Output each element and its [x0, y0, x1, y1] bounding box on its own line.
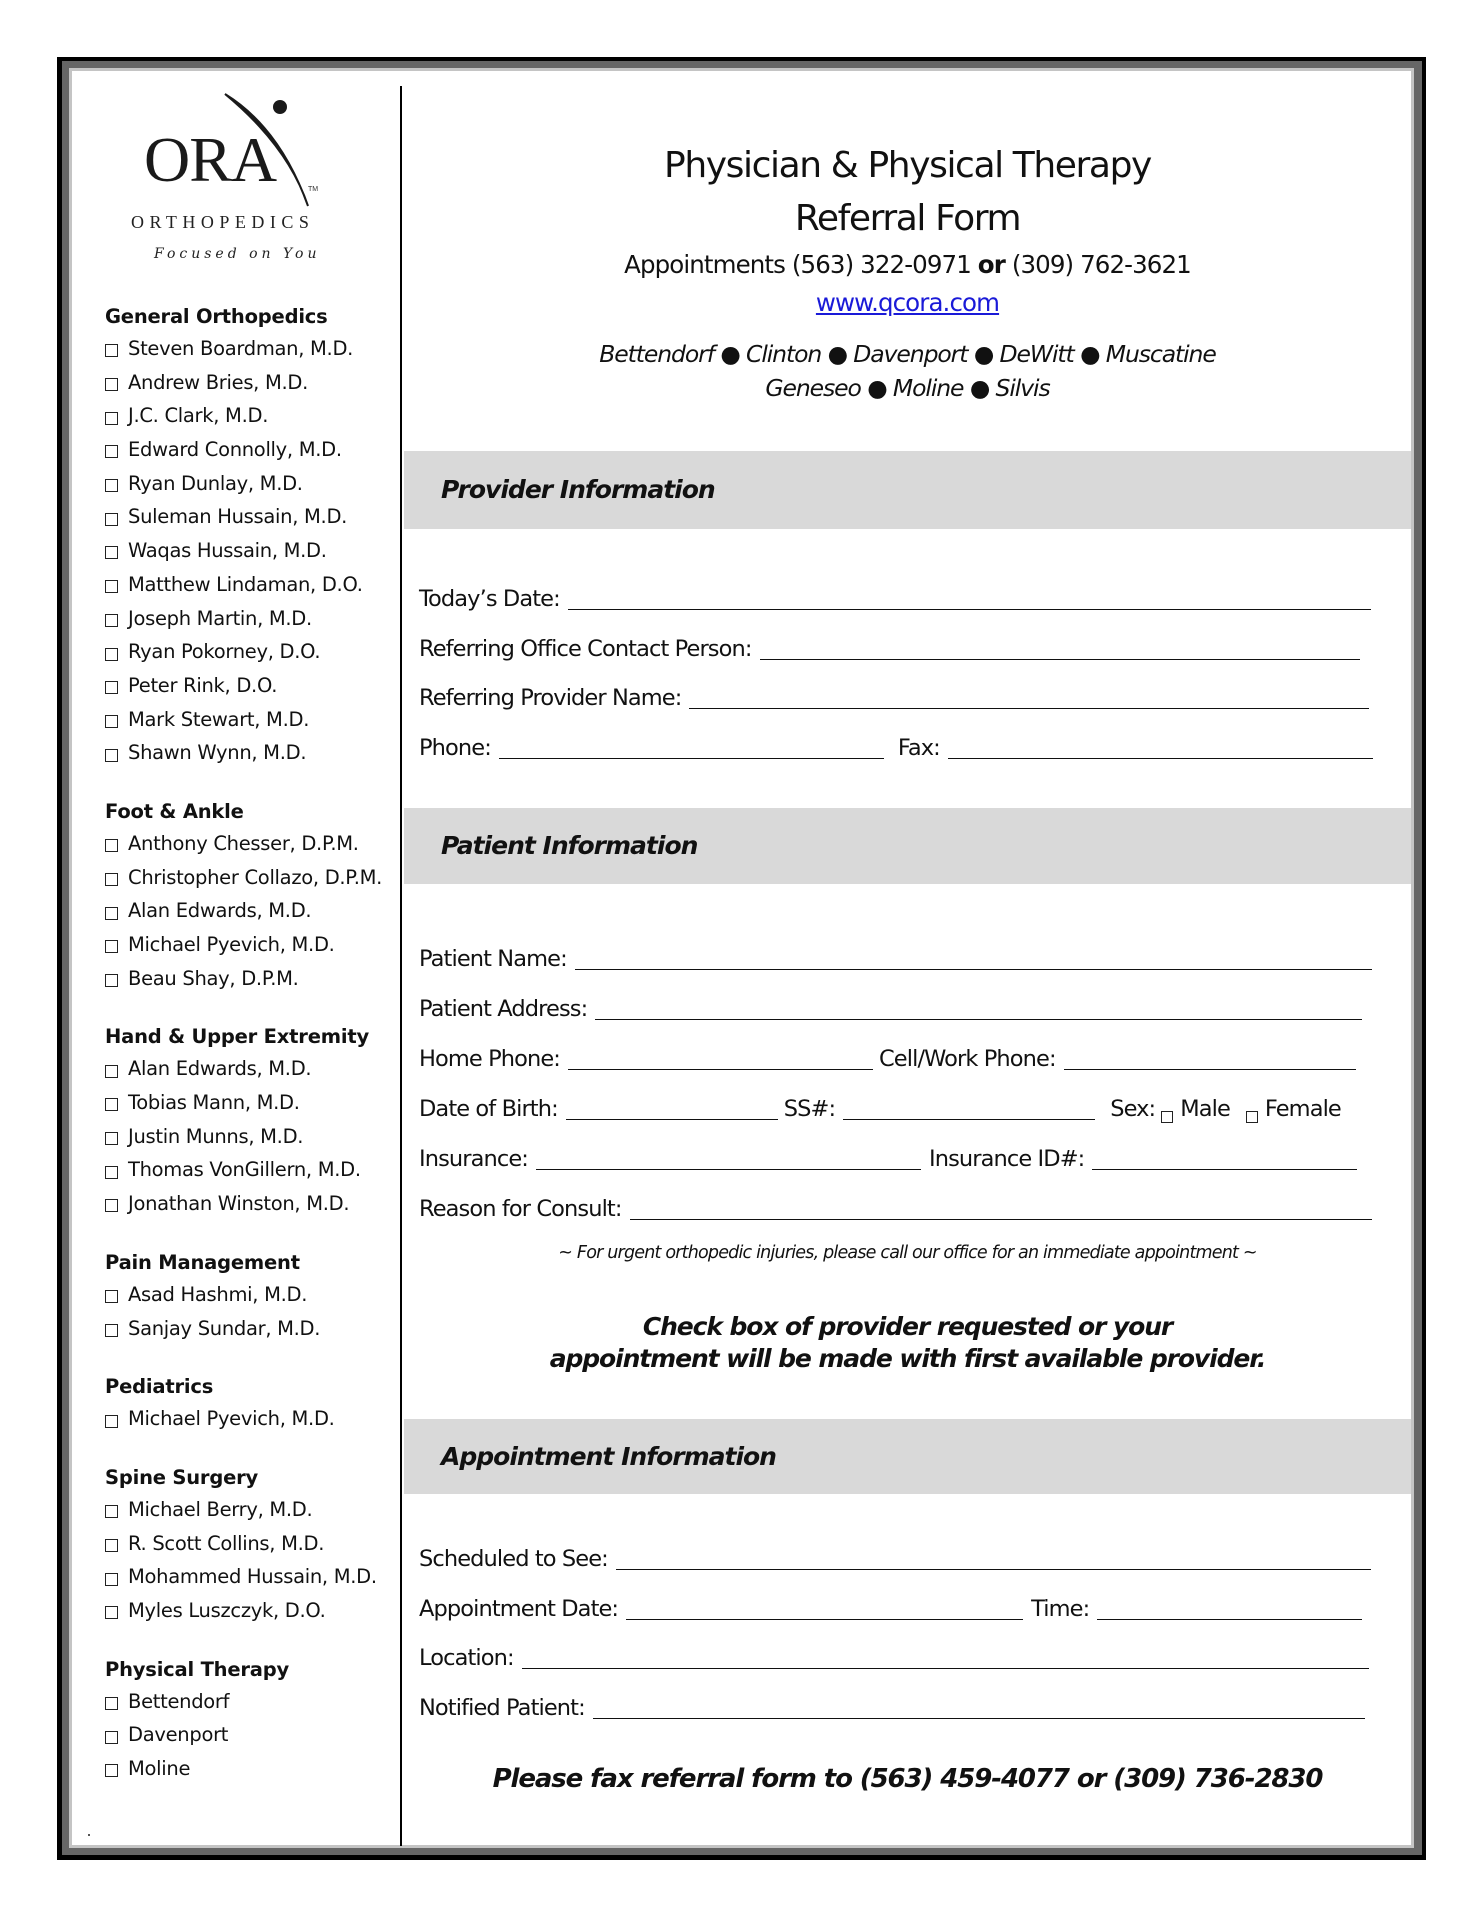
home-phone-field[interactable]: [568, 1043, 873, 1070]
provider-option[interactable]: [105, 602, 395, 636]
appointments-phone-1: (563) 322-0971: [791, 250, 971, 279]
provider-phone-fax-row: [419, 728, 1373, 762]
dob-label: Date of Birth:: [419, 1096, 558, 1122]
provider-name: J.C. Clark, M.D.: [128, 404, 269, 428]
patient-name-label: Patient Name:: [419, 946, 567, 972]
provider-checkbox[interactable]: [105, 1166, 118, 1179]
appointment-date-row: [419, 1589, 1362, 1623]
provider-name: Alan Edwards, M.D.: [128, 1057, 312, 1081]
provider-name: Tobias Mann, M.D.: [128, 1091, 300, 1115]
provider-option[interactable]: [105, 332, 395, 366]
insurance-id-field[interactable]: [1092, 1143, 1357, 1170]
provider-name: R. Scott Collins, M.D.: [128, 1531, 325, 1555]
cities-line-1: Bettendorf ● Clinton ● Davenport ● DeWitt ● Muscatine: [599, 340, 1216, 368]
insurance-field[interactable]: [536, 1143, 921, 1170]
instruction-line-2: appointment will be made with first available provider.: [549, 1344, 1266, 1373]
appointments-phone-2: (309) 762-3621: [1011, 250, 1191, 279]
fax-instructions: Please fax referral form to (563) 459-4077 or (309) 736-2830: [492, 1764, 1323, 1794]
ssn-label: SS#:: [783, 1096, 836, 1122]
appointment-date-label: Appointment Date:: [419, 1596, 619, 1622]
cell-phone-field[interactable]: [1064, 1043, 1356, 1070]
instruction-line-1: Check box of provider requested or your: [642, 1312, 1173, 1341]
provider-option[interactable]: [105, 1187, 395, 1221]
website-row: [404, 288, 1411, 317]
provider-name: Anthony Chesser, D.P.M.: [128, 831, 359, 855]
provider-checkbox[interactable]: [105, 1764, 118, 1777]
appointments-or: or: [977, 250, 1005, 279]
patient-section-header: [404, 808, 1411, 884]
location-label: Location:: [419, 1645, 514, 1671]
provider-checkbox[interactable]: [105, 378, 118, 391]
provider-checkbox[interactable]: [105, 580, 118, 593]
provider-name: Edward Connolly, M.D.: [128, 438, 342, 462]
insurance-label: Insurance:: [419, 1146, 528, 1172]
specialty-title: Physical Therapy: [105, 1657, 290, 1681]
provider-checkbox[interactable]: [105, 873, 118, 886]
provider-name: Myles Luszczyk, D.O.: [128, 1598, 326, 1622]
sex-female-label: Female: [1264, 1096, 1341, 1122]
specialty-group: [105, 797, 395, 995]
provider-option[interactable]: [105, 1086, 395, 1120]
reason-field[interactable]: [630, 1193, 1372, 1220]
patient-name-field[interactable]: [575, 943, 1372, 970]
provider-checkbox[interactable]: [105, 1539, 118, 1552]
provider-option[interactable]: [105, 399, 395, 433]
provider-option[interactable]: [105, 894, 395, 928]
website-link[interactable]: www.qcora.com: [815, 288, 1000, 317]
provider-name: Davenport: [128, 1723, 229, 1747]
provider-name: Ryan Dunlay, M.D.: [128, 471, 303, 495]
reason-label: Reason for Consult:: [419, 1196, 622, 1222]
appointment-section-title: Appointment Information: [441, 1442, 776, 1471]
provider-checkbox[interactable]: [105, 648, 118, 661]
provider-option[interactable]: [105, 1594, 395, 1628]
provider-checkbox[interactable]: [105, 1731, 118, 1744]
provider-checkbox[interactable]: [105, 1065, 118, 1078]
provider-checkbox[interactable]: [105, 839, 118, 852]
provider-name: Suleman Hussain, M.D.: [128, 505, 348, 529]
provider-checkbox[interactable]: [105, 1697, 118, 1710]
location-field[interactable]: [522, 1642, 1369, 1669]
provider-name: Thomas VonGillern, M.D.: [128, 1158, 361, 1182]
cell-phone-label: Cell/Work Phone:: [878, 1046, 1056, 1072]
provider-option[interactable]: [105, 1718, 395, 1752]
provider-checkbox[interactable]: [105, 614, 118, 627]
provider-option[interactable]: [105, 568, 395, 602]
provider-checkbox[interactable]: [105, 974, 118, 987]
provider-name: Mark Stewart, M.D.: [128, 707, 310, 731]
provider-checkbox[interactable]: [105, 344, 118, 357]
specialty-title: Hand & Upper Extremity: [105, 1025, 369, 1049]
provider-option[interactable]: [105, 534, 395, 568]
provider-checkbox[interactable]: [105, 749, 118, 762]
insurance-row: [419, 1139, 1357, 1173]
provider-phone-field[interactable]: [499, 732, 884, 759]
todays-date-label: Today’s Date:: [419, 586, 560, 612]
provider-option[interactable]: [105, 1312, 395, 1346]
provider-option[interactable]: [105, 1120, 395, 1154]
specialty-group: [105, 1248, 395, 1345]
provider-name-label: Referring Provider Name:: [419, 685, 682, 711]
provider-name: Justin Munns, M.D.: [128, 1124, 304, 1148]
provider-option[interactable]: [105, 1685, 395, 1719]
patient-address-field[interactable]: [595, 993, 1362, 1020]
contact-person-field[interactable]: [760, 633, 1360, 660]
provider-option[interactable]: [105, 736, 395, 770]
patient-name-row: [419, 939, 1372, 973]
column-divider: [400, 86, 402, 1846]
provider-name: Beau Shay, D.P.M.: [128, 966, 299, 990]
provider-option[interactable]: [105, 500, 395, 534]
provider-checkbox[interactable]: [105, 445, 118, 458]
logo-wordmark: ORA: [144, 124, 277, 195]
appointment-date-field[interactable]: [626, 1593, 1023, 1620]
notified-patient-label: Notified Patient:: [419, 1695, 585, 1721]
form-title-line1: Physician & Physical Therapy: [664, 145, 1151, 186]
provider-option[interactable]: [105, 433, 395, 467]
provider-section-title: Provider Information: [441, 475, 715, 504]
provider-name: Shawn Wynn, M.D.: [128, 741, 307, 765]
provider-name: Matthew Lindaman, D.O.: [128, 572, 363, 596]
provider-option[interactable]: [105, 1560, 395, 1594]
provider-name: Mohammed Hussain, M.D.: [128, 1565, 377, 1589]
provider-option[interactable]: [105, 1402, 395, 1436]
time-field[interactable]: [1097, 1593, 1362, 1620]
provider-name: Bettendorf: [128, 1689, 230, 1713]
logo-tagline: Focused on You: [154, 246, 321, 262]
provider-checkbox[interactable]: [105, 681, 118, 694]
provider-name: Ryan Pokorney, D.O.: [128, 640, 321, 664]
provider-option[interactable]: [105, 467, 395, 501]
provider-name: Peter Rink, D.O.: [128, 673, 278, 697]
provider-sidebar: [105, 302, 395, 1813]
provider-option[interactable]: [105, 962, 395, 996]
stray-dot: [88, 1834, 90, 1836]
sex-male-label: Male: [1180, 1096, 1230, 1122]
notified-patient-row: [419, 1688, 1365, 1722]
provider-checkbox[interactable]: [105, 1573, 118, 1586]
provider-option[interactable]: [105, 827, 395, 861]
provider-checkbox[interactable]: [105, 940, 118, 953]
provider-option[interactable]: [105, 635, 395, 669]
appointments-line: [404, 250, 1411, 279]
sex-female-checkbox[interactable]: [1246, 1111, 1258, 1123]
provider-name: Michael Pyevich, M.D.: [128, 933, 335, 956]
provider-checkbox[interactable]: [105, 1505, 118, 1518]
provider-section-header: [404, 451, 1411, 529]
scheduled-to-see-field[interactable]: [616, 1543, 1371, 1570]
patient-section-title: Patient Information: [441, 831, 698, 860]
location-row: [419, 1638, 1369, 1672]
provider-option[interactable]: [105, 928, 395, 962]
provider-name: Michael Berry, M.D.: [128, 1497, 313, 1521]
provider-name-field[interactable]: [689, 682, 1369, 709]
provider-checkbox[interactable]: [105, 1606, 118, 1619]
provider-name: Asad Hashmi, M.D.: [128, 1282, 308, 1306]
appointment-section-header: [404, 1419, 1411, 1494]
provider-checkbox[interactable]: [105, 1098, 118, 1111]
provider-checkbox[interactable]: [105, 479, 118, 492]
scheduled-to-see-label: Scheduled to See:: [419, 1546, 608, 1572]
provider-phone-label: Phone:: [419, 735, 491, 761]
insurance-id-label: Insurance ID#:: [928, 1146, 1085, 1172]
reason-row: [419, 1189, 1372, 1223]
dob-field[interactable]: [566, 1093, 778, 1120]
ora-logo: [120, 88, 340, 278]
provider-option[interactable]: [105, 669, 395, 703]
cities-line-2: Geneseo ● Moline ● Silvis: [765, 374, 1050, 402]
contact-person-label: Referring Office Contact Person:: [419, 636, 752, 662]
specialty-group: [105, 1022, 395, 1220]
specialty-group: [105, 1372, 395, 1436]
specialty-group: [105, 1655, 395, 1786]
sex-male-checkbox[interactable]: [1161, 1111, 1173, 1123]
provider-option[interactable]: [105, 1052, 395, 1086]
todays-date-row: [419, 579, 1371, 613]
provider-checkbox[interactable]: [105, 1199, 118, 1212]
urgent-note: ~ For urgent orthopedic injuries, please call our office for an immediate appointment ~: [558, 1243, 1257, 1263]
dob-ssn-sex-row: [419, 1089, 1349, 1123]
provider-option[interactable]: [105, 366, 395, 400]
provider-checkbox[interactable]: [105, 1324, 118, 1337]
provider-fax-label: Fax:: [897, 735, 940, 761]
provider-checkbox[interactable]: [105, 1132, 118, 1145]
specialty-group: [105, 302, 395, 770]
provider-option[interactable]: [105, 1493, 395, 1527]
sex-label: Sex:: [1110, 1096, 1156, 1122]
patient-phones-row: [419, 1039, 1356, 1073]
provider-option[interactable]: [105, 703, 395, 737]
provider-fax-field[interactable]: [948, 732, 1373, 759]
provider-checkbox[interactable]: [105, 907, 118, 920]
specialty-title: Spine Surgery: [105, 1465, 259, 1489]
ssn-field[interactable]: [843, 1093, 1095, 1120]
notified-patient-field[interactable]: [593, 1692, 1365, 1719]
provider-option[interactable]: [105, 861, 395, 895]
provider-name: Michael Pyevich, M.D.: [128, 1407, 335, 1431]
logo-subtitle: ORTHOPEDICS: [131, 212, 315, 232]
specialty-title: Pediatrics: [105, 1375, 214, 1399]
time-label: Time:: [1031, 1596, 1090, 1622]
provider-checkbox[interactable]: [105, 715, 118, 728]
provider-checkbox[interactable]: [105, 513, 118, 526]
provider-checkbox[interactable]: [105, 1290, 118, 1303]
provider-option[interactable]: [105, 1153, 395, 1187]
specialty-group: [105, 1463, 395, 1628]
form-title-line2: Referral Form: [794, 198, 1021, 239]
provider-checkbox[interactable]: [105, 1415, 118, 1428]
provider-name: Alan Edwards, M.D.: [128, 899, 312, 923]
provider-option[interactable]: [105, 1527, 395, 1561]
provider-name: Joseph Martin, M.D.: [128, 606, 312, 630]
contact-person-row: [419, 629, 1360, 663]
provider-name: Steven Boardman, M.D.: [128, 337, 354, 360]
home-phone-label: Home Phone:: [419, 1046, 560, 1072]
patient-address-row: [419, 989, 1362, 1023]
specialty-title: Foot & Ankle: [105, 799, 244, 823]
provider-option[interactable]: [105, 1752, 395, 1786]
provider-name: Christopher Collazo, D.P.M.: [128, 865, 383, 889]
scheduled-to-see-row: [419, 1539, 1371, 1573]
logo-trademark: TM: [308, 186, 319, 193]
provider-name: Sanjay Sundar, M.D.: [128, 1316, 321, 1340]
provider-name: Jonathan Winston, M.D.: [128, 1192, 350, 1216]
appointments-label: Appointments: [624, 250, 785, 279]
patient-address-label: Patient Address:: [419, 996, 588, 1022]
provider-checkbox[interactable]: [105, 546, 118, 559]
specialty-title: Pain Management: [105, 1250, 300, 1274]
provider-name-row: [419, 678, 1369, 712]
provider-checkbox[interactable]: [105, 412, 118, 425]
provider-name: Waqas Hussain, M.D.: [128, 539, 327, 563]
provider-option[interactable]: [105, 1278, 395, 1312]
todays-date-field[interactable]: [568, 583, 1371, 610]
provider-name: Moline: [128, 1757, 191, 1780]
specialty-title: General Orthopedics: [105, 305, 328, 328]
provider-name: Andrew Bries, M.D.: [128, 370, 309, 394]
